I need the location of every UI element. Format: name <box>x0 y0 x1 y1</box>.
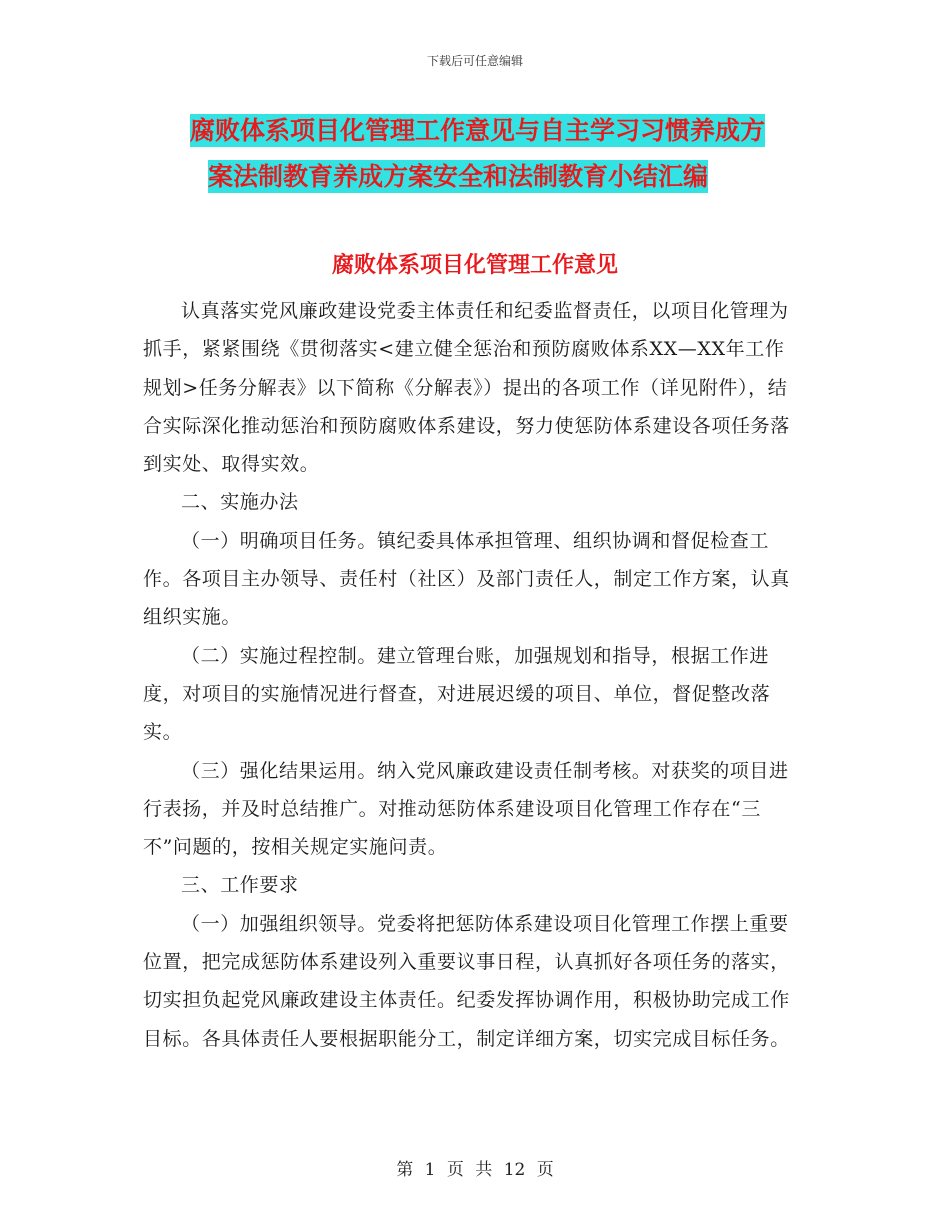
paragraph-intro: 认真落实党风廉政建设党委主体责任和纪委监督责任，以项目化管理为抓手，紧紧围绕《贯彻落实<建立健全惩治和预防腐败体系XX—XX年工作规划>任务分解表》以下简称《分解表》）提出的各项工作（详见附件），结合实际深化推动惩治和预防腐败体系建设，努力使惩防体系建设各项任务落到实处、取得实效。 <box>143 300 790 476</box>
paragraph-requirement-1: （一）加强组织领导。党委将把惩防体系建设项目化管理工作摆上重要位置，把完成惩防体系建设列入重要议事日程，认真抓好各项任务的落实，切实担负起党风廉政建设主体责任。纪委发挥协调作用，积极协助完成工作目标。各具体责任人要根据职能分工，制定详细方案，切实完成目标任务。 <box>143 912 790 1050</box>
title-line-1: 腐败体系项目化管理工作意见与自主学习习惯养成方 <box>190 116 766 145</box>
heading-implementation: 二、实施办法 <box>181 491 299 514</box>
document-body <box>143 292 803 1058</box>
document-title <box>190 108 870 200</box>
page-header-note: 下载后可任意编辑 <box>426 54 523 68</box>
paragraph-item-3: （三）强化结果运用。纳入党风廉政建设责任制考核。对获奖的项目进行表扬，并及时总结推广。对推动惩防体系建设项目化管理工作存在“三不”问题的，按相关规定实施问责。 <box>143 759 789 859</box>
heading-requirements: 三、工作要求 <box>181 874 299 897</box>
section-title: 腐败体系项目化管理工作意见 <box>331 253 618 278</box>
paragraph-item-1: （一）明确项目任务。镇纪委具体承担管理、组织协调和督促检查工作。各项目主办领导、责任村（社区）及部门责任人，制定工作方案，认真组织实施。 <box>143 529 790 629</box>
paragraph-item-2: （二）实施过程控制。建立管理台账，加强规划和指导，根据工作进度，对项目的实施情况进行督查，对进展迟缓的项目、单位，督促整改落实。 <box>143 644 771 744</box>
title-line-2: 案法制教育养成方案安全和法制教育小结汇编 <box>208 162 709 191</box>
page-number: 第 1 页 共 12 页 <box>396 1160 554 1180</box>
